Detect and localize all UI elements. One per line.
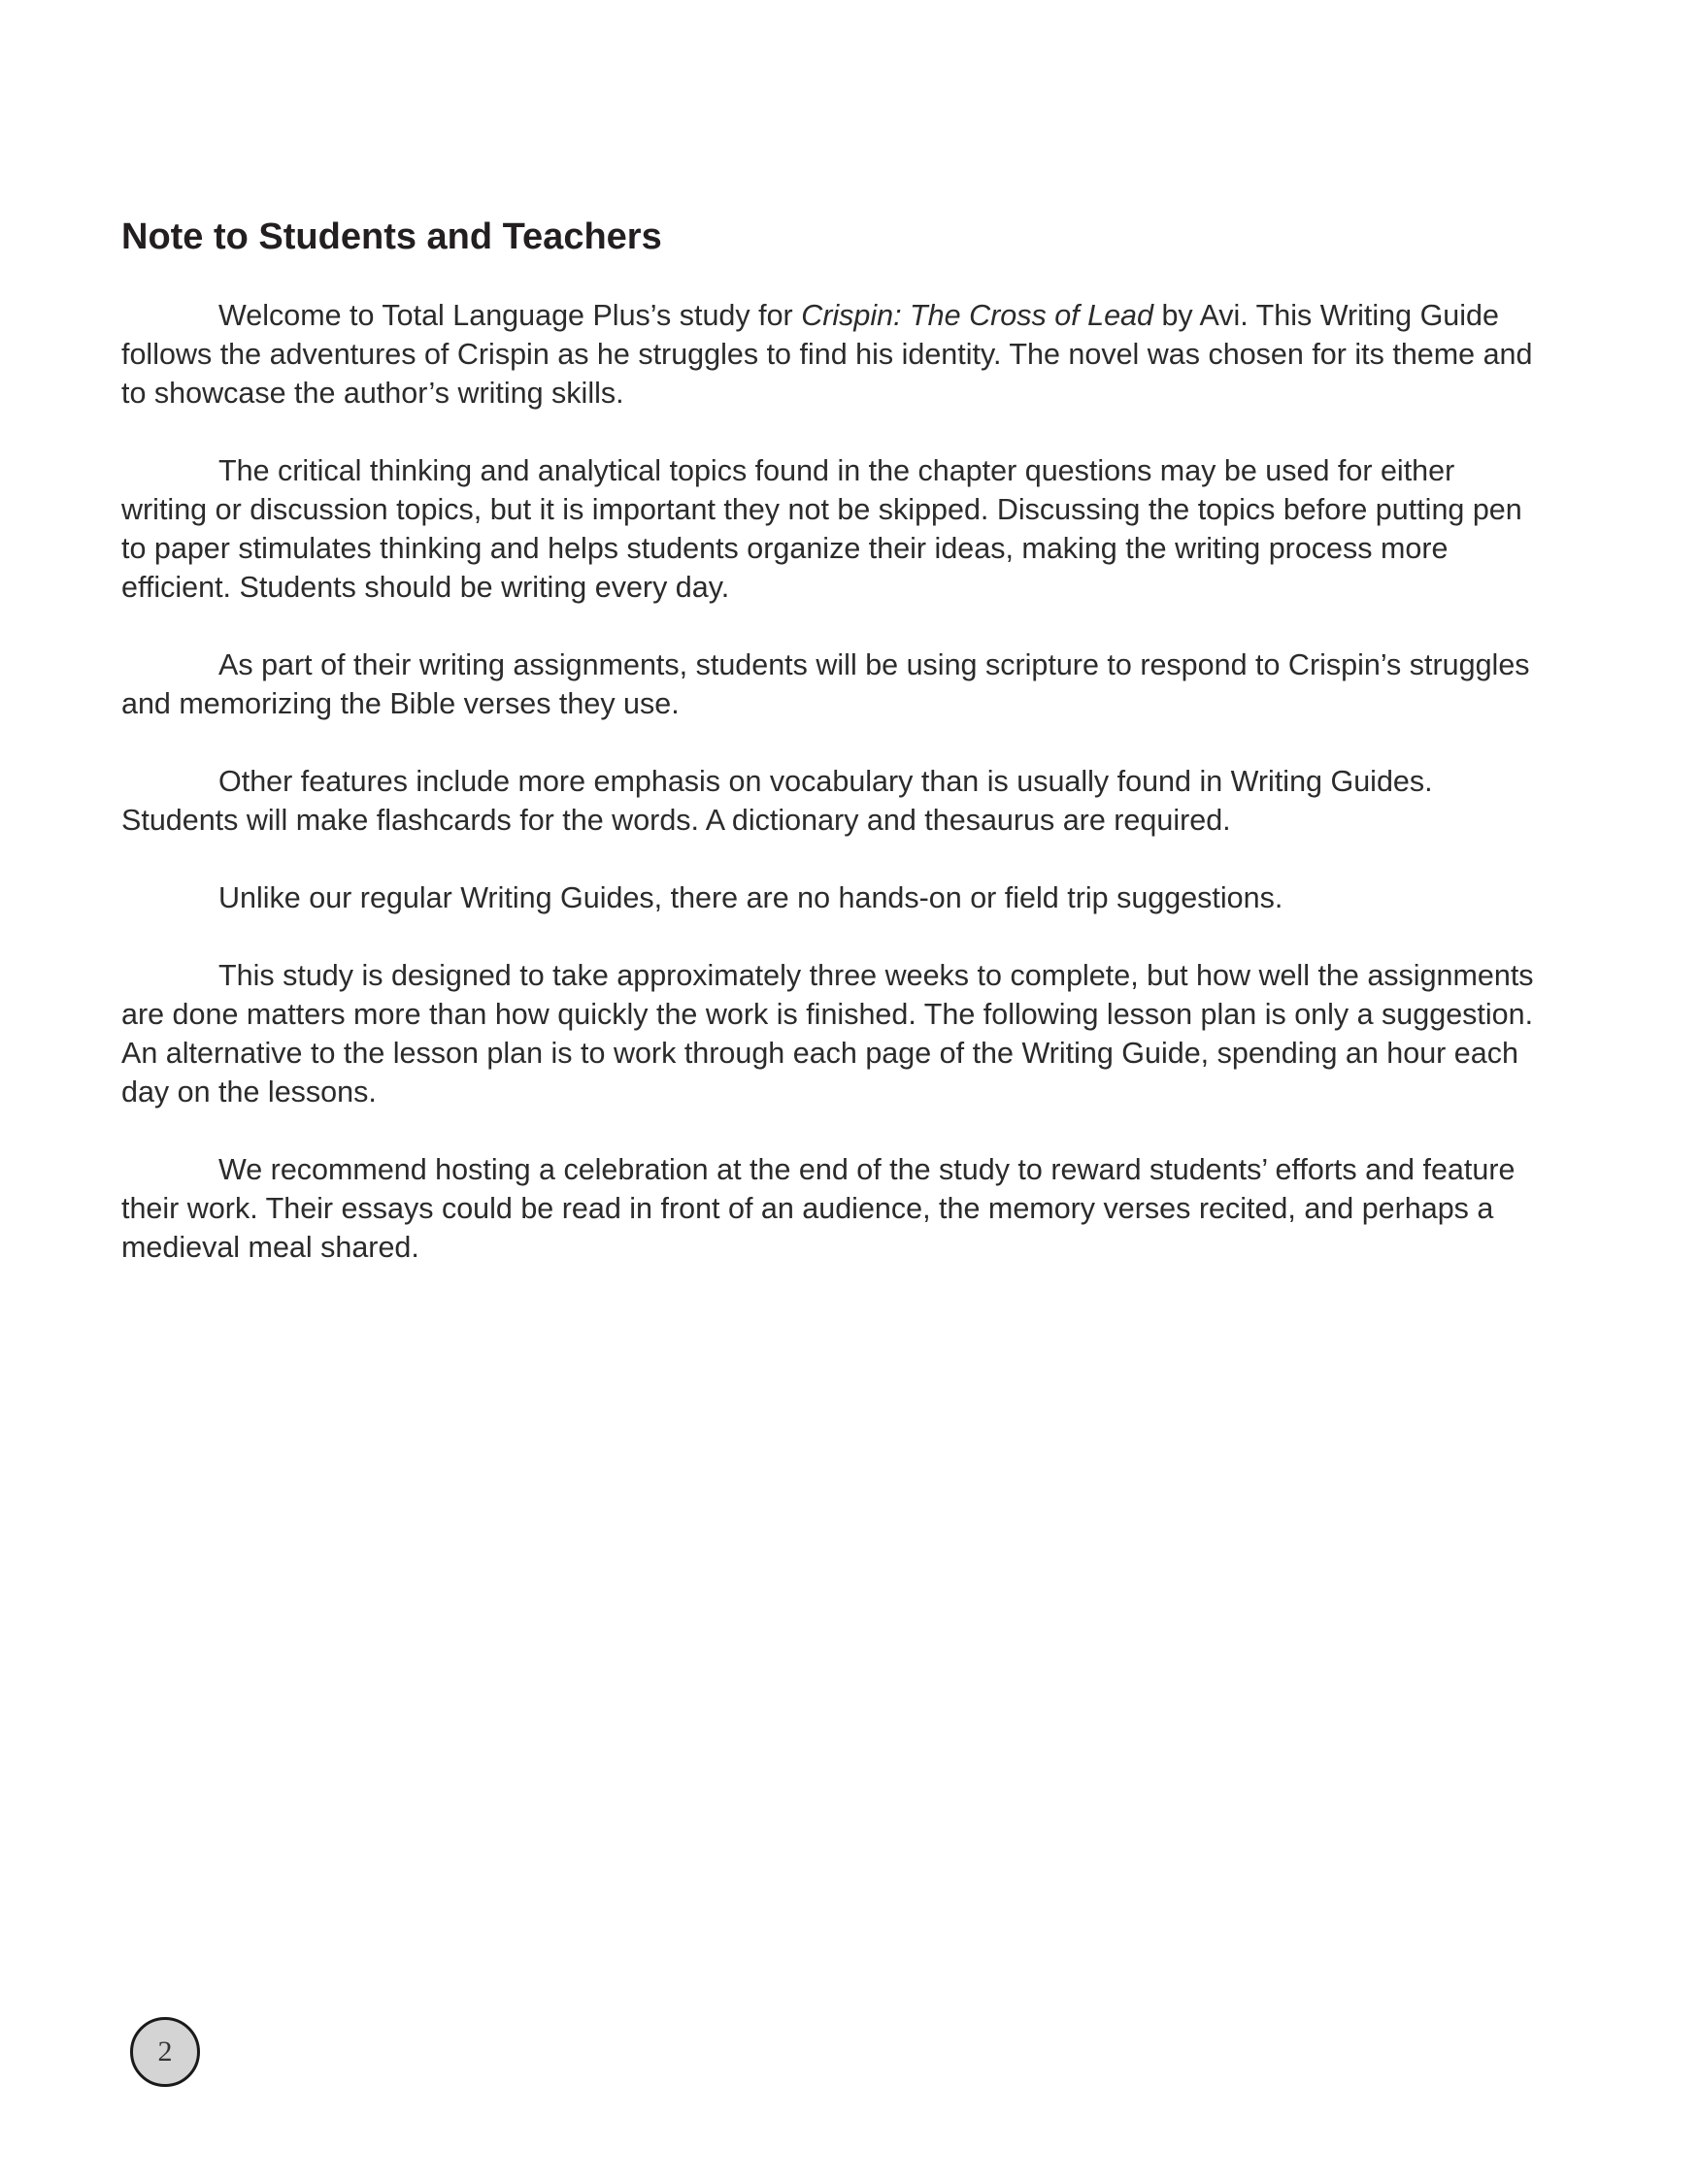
paragraph-critical-thinking: The critical thinking and analytical topics found in the chapter questions may be used for either writing or discussion topics, but it is important they not be skipped. Discussing the topics before putting pen to paper stimulates thinking and helps students organize their ideas, making the writing process more efficient. Students should be writing every day. (121, 454, 1522, 604)
paragraph-celebration: We recommend hosting a celebration at the end of the study to reward students’ efforts and feature their work. Their essays could be read in front of an audience, the memory verses recited, and perhaps a medieval meal shared. (121, 1153, 1516, 1264)
paragraph-vocabulary: Other features include more emphasis on vocabulary than is usually found in Writing Guides. Students will make flashcards for the words. A dictionary and thesaurus are required. (121, 765, 1433, 837)
paragraph-schedule: This study is designed to take approximately three weeks to complete, but how well the assignments are done matters more than how quickly the work is finished. The following lesson plan is only a suggestion. An alternative to the lesson plan is to work through each page of the Writing Guide, spending an hour each day on the lessons. (121, 959, 1534, 1109)
page-title: Note to Students and Teachers (121, 216, 662, 257)
paragraph-no-field-trips: Unlike our regular Writing Guides, there are no hands-on or field trip suggestions. (218, 881, 1283, 914)
paragraph-welcome-start: Welcome to Total Language Plus’s study for (218, 299, 802, 332)
book-title: Crispin: The Cross of Lead (801, 299, 1153, 332)
paragraph-scripture: As part of their writing assignments, students will be using scripture to respond to Crispin’s struggles and memorizing the Bible verses they use. (121, 648, 1530, 720)
body-text (121, 296, 1544, 1306)
paragraph-welcome-end: by Avi. This Writing Guide follows the adventures of Crispin as he struggles to find his identity. The novel was chosen for its theme and to showcase the author’s writing skills. (121, 299, 1533, 410)
paragraph-welcome (121, 296, 1544, 413)
page-number-badge: 2 (130, 2017, 200, 2087)
